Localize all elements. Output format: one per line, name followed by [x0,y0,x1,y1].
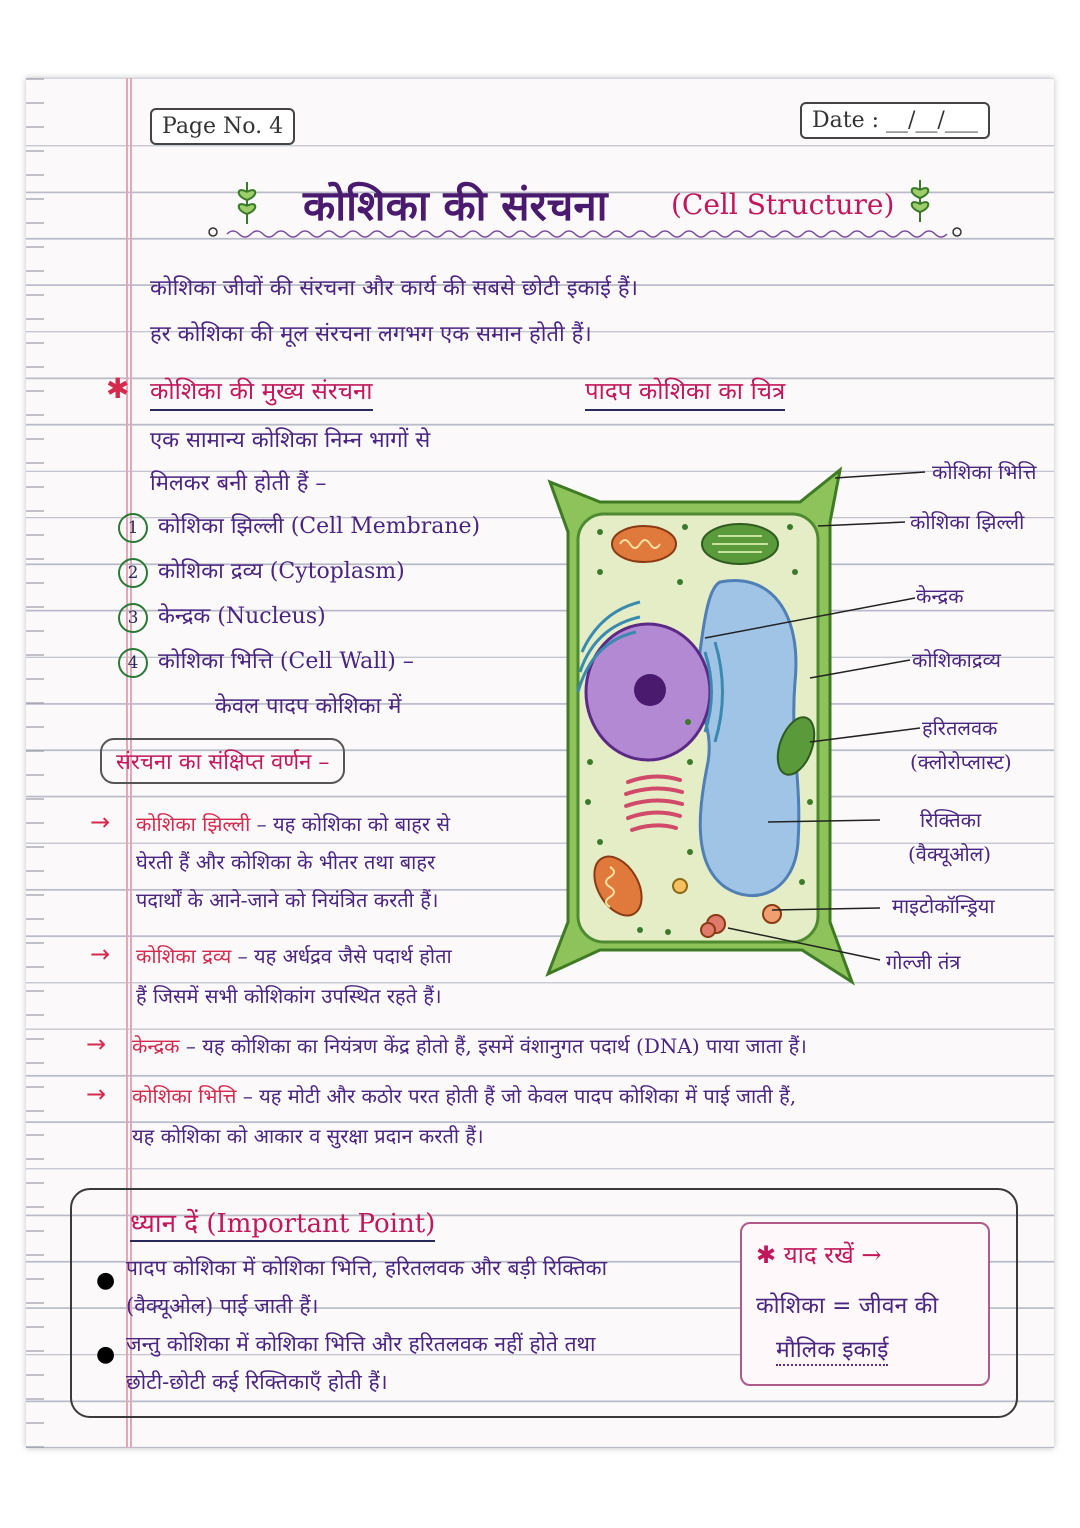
summary-text: – यह कोशिका का नियंत्रण केंद्र होतो हैं, इसमें वंशानुगत पदार्थ (DNA) पाया जाता हैं। [179,1034,807,1058]
label-vacuole: रिक्तिका [920,808,982,832]
label-cell-wall: कोशिका भित्ति [932,460,1037,484]
important-bullet-1-line-2: (वैक्यूओल) पाई जाती हैं। [126,1294,319,1318]
star-bullet: ✱ [106,372,130,405]
remember-line-1: कोशिका = जीवन की [756,1293,939,1319]
number-badge: 2 [118,558,148,588]
title-wavy-underline [205,222,965,242]
important-bullet-2-line-1: जन्तु कोशिका में कोशिका भित्ति और हरितलवक नहीं होते तथा [126,1332,596,1356]
term-membrane: कोशिका झिल्ली [136,812,251,836]
part-item-label: कोशिका झिल्ली (Cell Membrane) [158,514,481,539]
lead-line-2: मिलकर बनी होती हैं – [150,471,327,496]
part-item-label: कोशिका भित्ति (Cell Wall) – [158,649,414,674]
important-heading: ध्यान दें (Important Point) [130,1204,435,1242]
number-badge: 4 [118,648,148,678]
intro-line-1: कोशिका जीवों की संरचना और कार्य की सबसे छोटी इकाई हैं। [150,276,638,301]
summary-nucleus-line-1 [132,1032,807,1059]
bullet-dot-icon: ● [96,1268,116,1293]
main-structure-heading: कोशिका की मुख्य संरचना [150,374,373,411]
part-item-3 [118,600,326,633]
page-title-english: (Cell Structure) [671,188,895,221]
label-cell-membrane: कोशिका झिल्ली [910,510,1025,534]
part-item-2 [118,555,405,588]
diagram-heading: पादप कोशिका का चित्र [585,374,785,411]
term-cytoplasm: कोशिका द्रव्य [136,944,232,968]
part-item-label: कोशिका द्रव्य (Cytoplasm) [158,559,405,584]
page-binding [26,78,44,1448]
arrow-bullet-icon: → [86,1080,107,1108]
number-badge: 1 [118,513,148,543]
remember-line-2: मौलिक इकाई [776,1332,888,1366]
part-item-1 [118,510,480,543]
label-golgi: गोल्जी तंत्र [886,950,961,974]
page-title: कोशिका की संरचना [303,181,608,230]
term-wall: कोशिका भित्ति [132,1084,237,1108]
summary-membrane-line-2: घेरती हैं और कोशिका के भीतर तथा बाहर [136,850,436,874]
summary-cytoplasm-line-2: हैं जिसमें सभी कोशिकांग उपस्थित रहते हैं। [136,984,442,1008]
bullet-dot-icon: ● [96,1342,116,1367]
summary-heading: संरचना का संक्षिप्त वर्णन – [100,738,345,784]
summary-membrane-line-3: पदार्थों के आने-जाने को नियंत्रित करती हैं। [136,888,439,912]
lead-line-1: एक सामान्य कोशिका निम्न भागों से [150,428,431,453]
label-mitochondria: माइटोकॉन्ड्रिया [892,894,995,918]
leaf-right-icon [900,176,940,224]
part-item-4 [118,645,414,678]
summary-text: – यह कोशिका को बाहर से [250,812,450,836]
label-nucleus: केन्द्रक [916,584,964,608]
label-chloroplast: हरितलवक [922,716,998,740]
intro-line-2: हर कोशिका की मूल संरचना लगभग एक समान होती हैं। [150,322,592,347]
mitochondrion-1 [612,526,676,562]
page-number-box: Page No. 4 [150,108,295,145]
title-block [205,170,965,245]
summary-text: – यह अर्धद्रव जैसे पदार्थ होता [231,944,452,968]
summary-text: – यह मोटी और कठोर परत होती हैं जो केवल पादप कोशिका में पाई जाती हैं, [236,1084,797,1108]
label-cytoplasm: कोशिकाद्रव्य [912,648,1001,672]
date-box: Date : __/__/___ [800,102,990,139]
part-item-label: केन्द्रक (Nucleus) [158,604,326,629]
leaf-left-icon [227,178,267,226]
important-bullet-2-line-2: छोटी-छोटी कई रिक्तिकाएँ होती हैं। [126,1370,388,1394]
part-item-4-continued: केवल पादप कोशिका में [215,694,402,719]
arrow-bullet-icon: → [90,808,111,836]
important-bullet-1-line-1: पादप कोशिका में कोशिका भित्ति, हरितलवक और बड़ी रिक्तिका [126,1256,608,1280]
term-nucleus: केन्द्रक [132,1034,180,1058]
summary-cytoplasm-line-1 [136,942,452,969]
summary-membrane-line-1 [136,810,450,837]
nucleolus [634,674,666,706]
arrow-bullet-icon: → [90,940,111,968]
label-vacuole-en: (वैक्यूओल) [908,842,992,866]
vesicle [673,879,687,893]
summary-wall-line-1 [132,1082,796,1109]
number-badge: 3 [118,603,148,633]
label-chloroplast-en: (क्लोरोप्लास्ट) [910,750,1012,774]
remember-title: ✱ याद रखें → [756,1241,882,1269]
summary-wall-line-2: यह कोशिका को आकार व सुरक्षा प्रदान करती हैं। [132,1124,484,1148]
arrow-bullet-icon: → [86,1030,107,1058]
